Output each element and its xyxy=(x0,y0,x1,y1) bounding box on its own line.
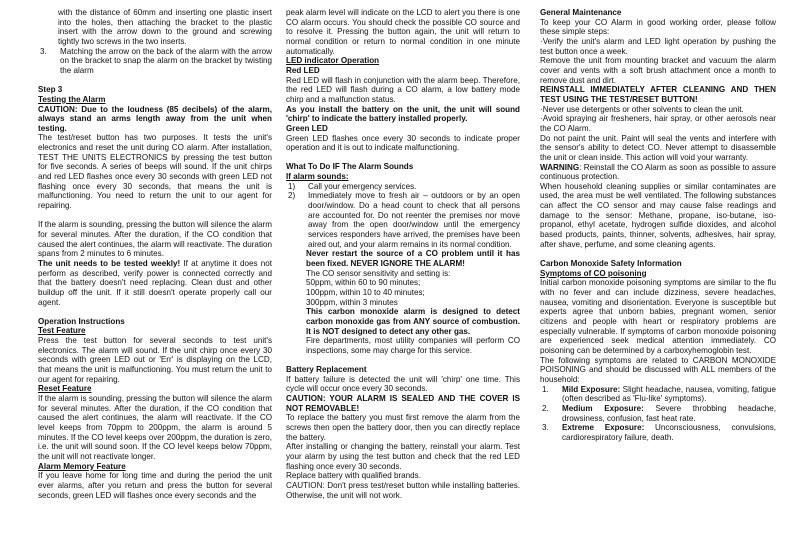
reinstall-paragraph: After installing or changing the battery, reinstall your alarm. Test your alarm by using the test button and check that the red LED flashing once every 30 seconds. xyxy=(286,442,520,471)
sealed-caution: CAUTION: YOUR ALARM IS SEALED AND THE COVER IS NOT REMOVABLE! xyxy=(286,394,520,413)
sensitivity-100ppm: 100ppm, within 10 to 40 minutes; xyxy=(306,287,425,297)
memory-feature-paragraph: If you leave home for long time and during the period the unit ever alarms, after you return and press the button for several seconds, green LED will flashes once every seconds and the xyxy=(38,471,272,500)
step-number: 3. xyxy=(40,46,47,56)
maintenance-intro: To keep your CO Alarm in good working order, please follow these simple steps: xyxy=(540,17,776,37)
no-detergents-step: ·Never use detergents or other solvents to clean the unit. xyxy=(540,104,744,114)
led-heading: LED indicator Operation xyxy=(286,56,380,66)
reset-feature-paragraph: If the alarm is sounding, pressing the button will silence the alarm for several minutes. After the duration, if the CO condition that caused the alert continues, the alarm will reactivate. If the CO level keeps from 70ppm to 200ppm, the alarm is around 5 minutes. If the CO level keeps over 200ppm, the duration is zero, i.e. the unit will sound soon. If the CO level keeps below 70ppm, the unit will not reactivate longer. xyxy=(38,394,272,461)
test-feature-paragraph: Press the test button for several seconds to test unit's electronics. The alarm will sound. If the unit chirp once every 30 seconds with green LED out or 'Err' is displaying on the LCD, that means the unit is malfunctioning. You must return the unit to our agent for repairing. xyxy=(38,336,272,384)
reset-feature-heading: Reset Feature xyxy=(38,384,92,394)
install-continuation: with the distance of 60mm and inserting one plastic insert into the holes, then attaching the bracket to the plastic insert with the arrow down to the ground and screwing tightly two screws in the two inserts. xyxy=(58,8,272,46)
alarm-actions-list xyxy=(286,182,520,250)
alarm-action-item xyxy=(286,191,520,249)
safety-heading: Carbon Monoxide Safety Information xyxy=(540,259,682,268)
vacuum-step: Remove the unit from mounting bracket and vacuum the alarm cover and vents with a soft brush attachment once a month to remove dust and dirt. xyxy=(540,56,776,85)
contaminants-paragraph: When household cleaning supplies or similar contaminates are used, the area must be well ventilated. The following substances can affect the CO sensor and may cause false readings and damage to the sensor: Methane, propane, iso-butane, iso-propanol, ethyl acetate, hydrogen sulfide dioxides, and alcohol based products, paints, thinner, solvents, adhesives, hair spray, after shave, perfume, and some cleaning agents. xyxy=(540,181,776,249)
sensitivity-300ppm: 300ppm, within 3 minutes xyxy=(306,297,398,307)
exposure-item xyxy=(540,423,776,442)
memory-continuation: peak alarm level will indicate on the LCD to alert you there is one CO alarm occurs. You should check the possible CO source and to resolve it. Pressing the button again, the unit will return to normal condition or return to normal condition in one minute automatically. xyxy=(286,8,520,56)
green-led-heading: Green LED xyxy=(286,123,328,133)
test-feature-heading: Test Feature xyxy=(38,326,86,336)
install-step-3 xyxy=(38,47,272,76)
symptoms-intro: The following symptoms are related to CARBON MONOXIDE POISONING and should be discussed with ALL members of the household: xyxy=(540,355,776,384)
red-led-heading: Red LED xyxy=(286,65,320,75)
exposure-number: 2. xyxy=(542,403,549,413)
column-right xyxy=(540,8,776,442)
exposure-label: Mild Exposure: xyxy=(562,384,621,394)
warning-text: : Reinstall the CO Alarm as soon as possible to assure continuous protection. xyxy=(540,162,776,182)
testing-heading: Testing the Alarm xyxy=(38,94,106,104)
column-middle xyxy=(286,8,520,500)
sensitivity-50ppm: 50ppm, within 60 to 90 minutes; xyxy=(306,278,421,288)
no-aerosols-step: ·Avoid spraying air fresheners, hair spray, or other aerosols near the CO Alarm. xyxy=(540,114,776,133)
weekly-test-paragraph xyxy=(38,259,272,307)
designed-note: This carbon monoxide alarm is designed to detect carbon monoxide gas from ANY source of combustion. It is NOT designed to detect any other gas. xyxy=(306,307,520,336)
maintenance-heading: General Maintenance xyxy=(540,8,622,17)
symptoms-heading: Symptoms of CO poisoning xyxy=(540,268,647,278)
test-reset-paragraph: The test/reset button has two purposes. It tests the unit's electronics and reset the unit during CO alarm. After installation, TEST THE UNITS ELECTRONICS by pressing the test button for five seconds. A series of beeps will sound. If the unit chirps and red LED flashes once every 30 seconds with green LED not flashing once every 30 seconds, that means the unit is malfunctioning. You need to return the unit to our agent for repairing. xyxy=(38,133,272,211)
memory-feature-heading: Alarm Memory Feature xyxy=(38,461,126,471)
alarm-action-item xyxy=(286,182,520,192)
if-alarm-sounds-label: If alarm sounds: xyxy=(286,172,349,182)
step3-heading: Step 3 xyxy=(38,85,63,95)
exposure-number: 1. xyxy=(542,384,549,394)
action-text: Call your emergency services. xyxy=(308,181,417,191)
action-number: 1) xyxy=(288,181,296,191)
never-restart-warning: Never restart the source of a CO problem until it has been fixed. NEVER IGNORE THE ALARM! xyxy=(306,249,520,268)
operation-heading: Operation Instructions xyxy=(38,316,125,326)
exposure-text: Severe throbbing headache, drowsiness, confusion, fast heat rate. xyxy=(562,403,777,423)
action-number: 2) xyxy=(288,191,296,201)
exposure-list xyxy=(540,385,776,443)
fire-department-note: Fire departments, most utility companies will perform CO inspections, some may charge for this service. xyxy=(306,336,520,355)
battery-heading: Battery Replacement xyxy=(286,365,367,375)
warning-label: WARNING xyxy=(540,162,580,172)
battery-chirp-note: As you install the battery on the unit, the unit will sound 'chirp' to indicate the battery installed properly. xyxy=(286,104,520,124)
alarm-sounds-heading: What To Do IF The Alarm Sounds xyxy=(286,162,414,172)
column-left xyxy=(38,8,272,500)
symptoms-paragraph: Initial carbon monoxide poisoning symptoms are similar to the flu with no fever and can include dizziness, severe headaches, nausea, vomiting and disorientation. Everyone is susceptible but experts agree that unborn babies, pregnant women, senior citizens and people with heart or respiratory problems are especially vulnerable. If symptoms of carbon monoxide poisoning are experienced seek medical attention immediately. CO poisoning can be determined by a carboxyhemoglobin test. xyxy=(540,278,776,355)
verify-step: ·Verify the unit's alarm and LED light operation by pushing the test button once a week. xyxy=(540,36,776,56)
exposure-text: Slight headache, nausea, vomiting, fatigue (often described as 'Flu-like' symptoms). xyxy=(562,384,776,404)
exposure-number: 3. xyxy=(542,423,549,433)
sensitivity-intro: The CO sensor sensitivity and setting is: xyxy=(306,268,451,278)
button-caution: CAUTION: Don't press test/reset button while installing batteries. Otherwise, the unit will not work. xyxy=(286,481,520,500)
exposure-label: Extreme Exposure: xyxy=(562,423,645,433)
exposure-item xyxy=(540,385,776,404)
red-led-paragraph: Red LED will flash in conjunction with the alarm beep. Therefore, the red LED will flash during a CO alarm, a low battery mode chirp and a malfunction status. xyxy=(286,75,520,104)
silence-paragraph: If the alarm is sounding, pressing the button will silence the alarm for several minutes. After the duration, if the CO condition that caused the alert continues, the alarm will reactivate. The duration spans from 2 minutes to 6 minutes. xyxy=(38,220,272,259)
qualified-brands: Replace battery with qualified brands. xyxy=(286,471,421,481)
reinstall-warning: REINSTALL IMMEDIATELY AFTER CLEANING AND THEN TEST USING THE TEST/RESET BUTTON! xyxy=(540,85,776,104)
no-paint-paragraph: Do not paint the unit. Paint will seal the vents and interfere with the sensor's ability to detect CO. Never attempt to disassemble the unit or clean inside. This action will void your warranty. xyxy=(540,133,776,162)
battery-failure-paragraph: If battery failure is detected the unit will 'chirp' one time. This cycle will occur once every 30 seconds. xyxy=(286,374,520,394)
step-text: Matching the arrow on the back of the alarm with the arrow on the bracket to snap the alarm on the bracket by twisting the alarm xyxy=(60,46,272,75)
exposure-text: Unconsciousness, convulsions, cardiorespiratory failure, death. xyxy=(562,423,776,442)
install-steps xyxy=(38,47,272,76)
weekly-test-emphasis: The unit needs to be tested weekly! xyxy=(38,258,181,268)
action-text: Immediately move to fresh air – outdoors or by an open door/window. Do a head count to check that all persons are accounted for. Do not reenter the premises nor move away from the open door/window until the emergency services responders have arrived, the premises have been aired out, and your alarm remains in its normal condition. xyxy=(308,191,520,249)
exposure-item xyxy=(540,404,776,423)
loudness-caution: CAUTION: Due to the loudness (85 decibels) of the alarm, always stand an arms length away from the unit when testing. xyxy=(38,104,272,133)
exposure-label: Medium Exposure: xyxy=(562,403,644,413)
replace-paragraph: To replace the battery you must first remove the alarm from the screws then open the battery door, then you can directly replace the battery. xyxy=(286,413,520,442)
green-led-paragraph: Green LED flashes once every 30 seconds to indicate proper operation and it is out to indicate malfunctioning. xyxy=(286,133,520,153)
warning-paragraph xyxy=(540,163,776,182)
weekly-test-text: If at anytime it does not perform as described, verify power is connected correctly and that the battery doesn't need replacing. Clean dust and other buildup off the unit. If it still doesn't operate properly call our agent. xyxy=(38,258,272,307)
